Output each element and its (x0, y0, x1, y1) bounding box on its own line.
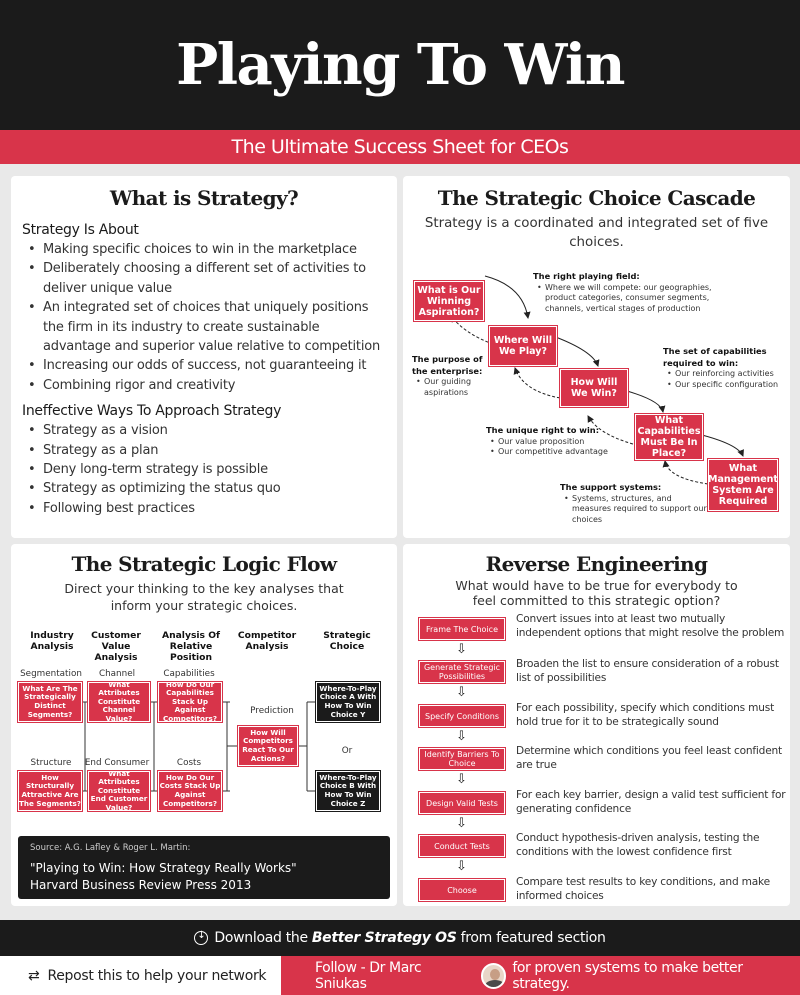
down-arrow-icon: ⇩ (456, 859, 467, 874)
cascade-box-how-to-win: How Will We Win? (560, 369, 628, 407)
down-arrow-icon: ⇩ (456, 685, 467, 700)
step-description: Broaden the list to ensure consideration of a robust list of possibilities (516, 658, 779, 684)
list-item: • Strategy as a plan (22, 441, 390, 460)
list-item: • Deliberately choosing a different set of activities to deliver unique value (22, 259, 390, 298)
down-arrow-icon: ⇩ (456, 772, 467, 787)
card-subtitle: Direct your thinking to the key analyses that inform your strategic choices. (64, 581, 344, 613)
logic-flow-card (11, 544, 397, 906)
logic-box-end-customer: What Attributes Constitute End Customer Value? (88, 771, 150, 811)
content-area (0, 164, 800, 920)
choice-cascade-card (403, 176, 790, 538)
about-heading: Strategy Is About (22, 222, 139, 238)
annotation-capabilities (663, 346, 788, 390)
repost-cta[interactable] (0, 956, 281, 995)
row-label-or: Or (341, 746, 353, 756)
step-description: Determine which conditions you feel least confident are true (516, 745, 782, 771)
card-subtitle: What would have to be true for everybody to feel committed to this strategic option? (455, 578, 738, 608)
annotation-item: • Our competitive advantage (490, 447, 626, 458)
logic-box-costs: How Do Our Costs Stack Up Against Competitors? (158, 771, 222, 811)
annotation-title: The support systems: (560, 482, 662, 492)
annotation-title: The set of capabilities required to win: (663, 346, 767, 368)
annotation-item: • Our value proposition (490, 437, 626, 448)
annotation-unique-right (486, 425, 626, 458)
download-text-pre: Download the (214, 930, 308, 946)
step-description: Compare test results to key conditions, and make informed choices (516, 876, 770, 902)
list-item: • An integrated set of choices that uniquely positions the firm in its industry to create sustainable advantage and superior value relative to competition (22, 298, 390, 356)
column-header: Industry Analysis (30, 630, 74, 652)
list-item: • Strategy as a vision (22, 421, 390, 440)
follow-cta[interactable] (281, 956, 800, 995)
annotation-item: • Our reinforcing activities (667, 369, 788, 380)
row-label-capabilities: Capabilities (163, 669, 215, 679)
logic-box-capabilities: How Do Our Capabilities Stack Up Against Competitors? (158, 682, 222, 722)
list-item: • Combining rigor and creativity (22, 376, 390, 395)
avatar (481, 963, 507, 989)
card-title: The Strategic Logic Flow (71, 552, 337, 576)
list-item: • Deny long-term strategy is possible (22, 460, 390, 479)
list-item: • Increasing our odds of success, not guaranteeing it (22, 356, 390, 375)
cascade-box-capabilities: What Capabilities Must Be In Place? (635, 414, 703, 460)
ineffective-list (22, 421, 397, 518)
follow-post-text: for proven systems to make better strategy. (512, 959, 743, 992)
down-arrow-icon: ⇩ (456, 642, 467, 657)
repost-icon: ⇄ (28, 967, 40, 984)
repost-text: Repost this to help your network (47, 967, 267, 984)
step-design-tests: Design Valid Tests (419, 792, 505, 814)
step-choose: Choose (419, 879, 505, 901)
row-label-prediction: Prediction (250, 706, 294, 716)
column-header: Competitor Analysis (237, 630, 297, 652)
source-book: "Playing to Win: How Strategy Really Works" (30, 861, 297, 875)
annotation-item: • Our guiding aspirations (416, 377, 484, 398)
step-specify-conditions: Specify Conditions (419, 705, 505, 727)
step-frame-choice: Frame The Choice (419, 618, 505, 640)
logic-box-competitors: How Will Competitors React To Our Actions? (238, 726, 298, 766)
annotation-support (560, 482, 710, 525)
card-title: The Strategic Choice Cascade (437, 186, 756, 210)
step-conduct-tests: Conduct Tests (419, 835, 505, 857)
list-item: • Following best practices (22, 499, 390, 518)
down-arrow-icon: ⇩ (456, 816, 467, 831)
row-label-segmentation: Segmentation (20, 669, 82, 679)
logic-box-channel-value: What Attributes Constitute Channel Value? (88, 682, 150, 722)
page-title: Playing To Win (176, 32, 624, 98)
annotation-purpose (412, 354, 484, 398)
source-publisher: Harvard Business Review Press 2013 (30, 878, 252, 892)
what-is-strategy-card (11, 176, 397, 538)
step-description: Conduct hypothesis-driven analysis, testing the conditions with the lowest confidence first (516, 832, 760, 858)
column-header: Analysis Of Relative Position (161, 630, 221, 663)
cascade-box-management: What Management System Are Required (708, 459, 778, 511)
footer (0, 956, 800, 995)
source-label: Source: A.G. Lafley & Roger L. Martin: (30, 843, 191, 853)
logic-box-structure: How Structurally Attractive Are The Segments? (18, 771, 82, 811)
annotation-item: • Where we will compete: our geographies, product categories, consumer segments, channels, vertical stages of production (537, 283, 733, 315)
row-label-costs: Costs (176, 758, 202, 768)
annotation-title: The unique right to win: (486, 425, 600, 435)
download-text-bold: Better Strategy OS (311, 930, 457, 946)
annotation-title: The right playing field: (533, 271, 640, 281)
column-header: Customer Value Analysis (91, 630, 141, 663)
download-icon (194, 931, 208, 945)
source-box (18, 836, 390, 899)
annotation-title: The purpose of the enterprise: (412, 354, 483, 376)
logic-box-choice-b: Where-To-Play Choice B With How To Win Choice Z (316, 771, 380, 811)
down-arrow-icon: ⇩ (456, 729, 467, 744)
card-subtitle: Strategy is a coordinated and integrated set of five choices. (424, 216, 769, 250)
annotation-item: • Systems, structures, and measures required to support our choices (564, 494, 710, 526)
page-subtitle: The Ultimate Success Sheet for CEOs (231, 136, 569, 158)
cascade-box-aspiration: What is Our Winning Aspiration? (414, 281, 484, 321)
reverse-engineering-card (403, 544, 790, 906)
follow-text: Follow - Dr Marc Sniukas (315, 959, 422, 992)
ineffective-heading: Ineffective Ways To Approach Strategy (22, 403, 282, 420)
step-description: For each possibility, specify which conditions must hold true for it to be strategically sound (516, 702, 775, 728)
annotation-item: • Our specific configuration (667, 380, 788, 391)
header (0, 0, 800, 130)
download-banner[interactable] (0, 920, 800, 956)
list-item: • Making specific choices to win in the marketplace (22, 240, 390, 259)
step-generate-possibilities: Generate Strategic Possibilities (419, 661, 505, 683)
cascade-box-where-to-play: Where Will We Play? (489, 326, 557, 366)
logic-box-segments: What Are The Strategically Distinct Segments? (18, 682, 82, 722)
annotation-playing-field (533, 271, 733, 314)
list-item: • Strategy as optimizing the status quo (22, 479, 390, 498)
step-identify-barriers: Identify Barriers To Choice (419, 748, 505, 770)
download-text-post: from featured section (460, 930, 606, 946)
card-title: What is Strategy? (109, 186, 299, 210)
step-description: Convert issues into at least two mutually independent options that might resolve the problem (516, 613, 785, 639)
row-label-end-consumer: End Consumer (84, 758, 150, 768)
card-title: Reverse Engineering (485, 552, 708, 576)
subtitle-bar (0, 130, 800, 164)
about-list (22, 240, 397, 395)
column-header: Strategic Choice (323, 630, 371, 652)
row-label-channel: Channel (98, 669, 136, 679)
step-description: For each key barrier, design a valid test sufficient for generating confidence (516, 789, 786, 815)
logic-box-choice-a: Where-To-Play Choice A With How To Win Choice Y (316, 682, 380, 722)
row-label-structure: Structure (30, 758, 72, 768)
